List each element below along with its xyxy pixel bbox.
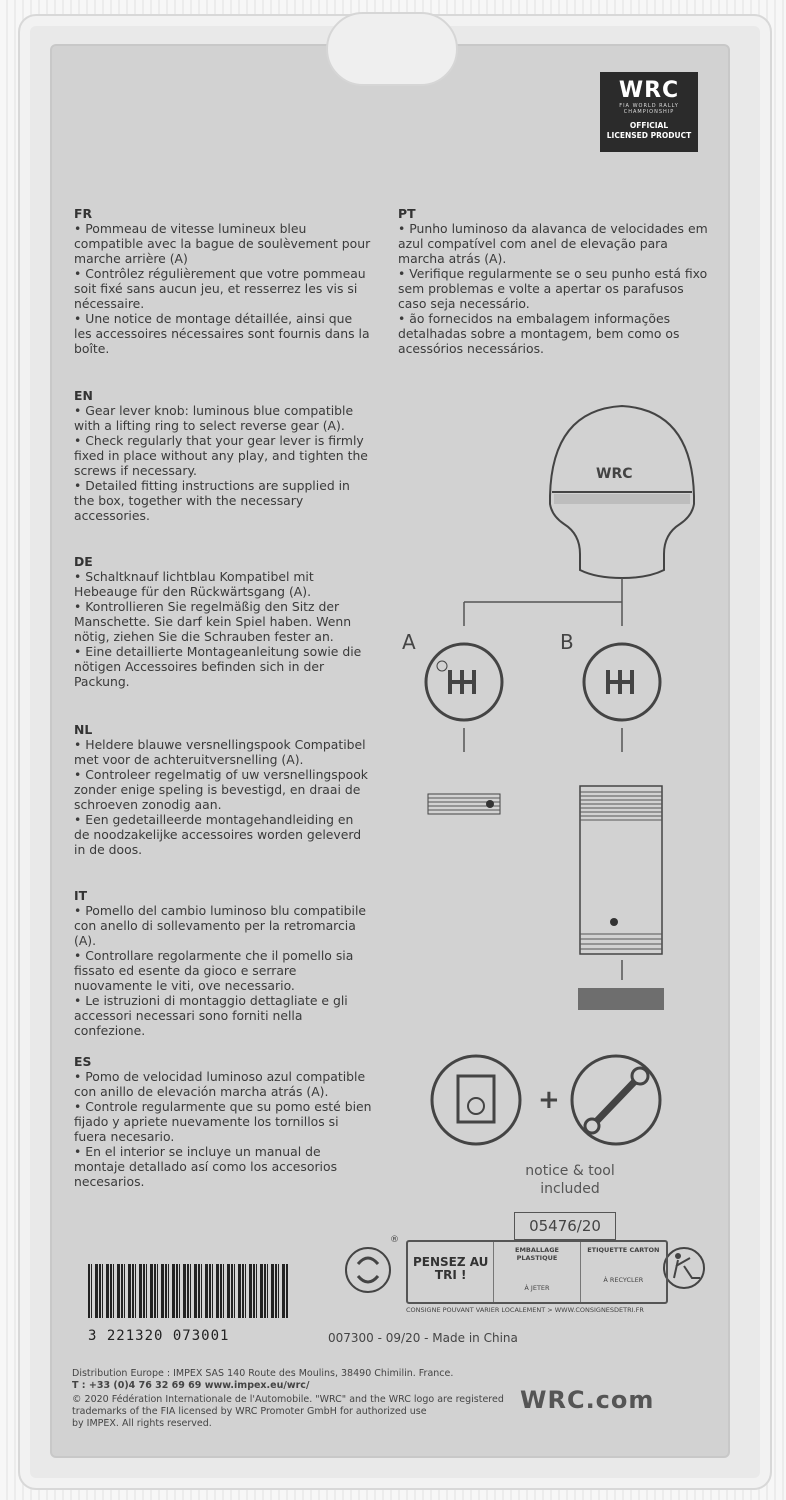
tidy-man-icon	[664, 1248, 704, 1288]
text-it: IT • Pomello del cambio luminoso blu compatibile con anello di sollevamento per la retromarcia (A). • Controllare regolarmente che il pomello sia fissato ed esente da gioco e serrare nuovamente le viti, ove necessario. • Le istruzioni di montaggio dettagliate e gli accessori necessari sono forniti nella confezione.	[74, 888, 367, 1038]
copyright: © 2020 Fédération Internationale de l'Automobile. "WRC" and the WRC logo are registered trademarks of the FIA licensed by WRC Promoter GmbH for authorized use by IMPEX. All rights reserved.	[72, 1394, 504, 1429]
badge-official: OFFICIAL LICENSED PRODUCT	[606, 121, 692, 140]
text-en: EN • Gear lever knob: luminous blue compatible with a lifting ring to select reverse gear (A). • Check regularly that your gear lever is firmly fixed in place without any play, and tighten the screws if necessary. • Detailed fitting instructions are supplied in the box, together with the necessary accessories.	[74, 388, 368, 523]
badge-subtitle: FIA WORLD RALLY CHAMPIONSHIP	[619, 103, 679, 115]
knob-logo: WRC	[596, 466, 633, 482]
text-de: DE • Schaltknauf lichtblau Kompatibel mit Hebeauge für den Rückwärtsgang (A). • Kontrollieren Sie regelmäßig den Sitz der Manschette. Sie darf kein Spiel haben. Wenn nötig, ziehen Sie die Schrauben fester an. • Eine detaillierte Montageanleitung sowie die nötigen Accessoires befinden sich in der Packung.	[74, 554, 362, 689]
text-nl: NL • Heldere blauwe versnellingspook Compatibel met voor de achteruitversnelling (A). • Controleer regelmatig of uw versnellingspook zonder enige speling is bevestigd, en draai de schroeven zonodig aan. • Een gedetailleerde montagehandleiding en de noodzakelijke accessoires worden geleverd in de doos.	[74, 722, 368, 857]
wrc-logo: WRC	[618, 78, 680, 103]
product-code: 05476/20	[514, 1212, 616, 1240]
lifting-ring-a	[428, 794, 500, 814]
recycle-plastic: EMBALLAGE PLASTIQUE À JETER	[494, 1242, 580, 1302]
barcode	[88, 1264, 288, 1318]
product-card	[52, 46, 728, 1456]
wrc-com-logo: WRC.com	[520, 1386, 655, 1414]
label-b: B	[560, 630, 574, 654]
made-in: 007300 - 09/20 - Made in China	[328, 1331, 518, 1345]
recycle-carton: ETIQUETTE CARTON À RECYCLER	[587, 1246, 660, 1284]
recycling-info-box	[406, 1240, 668, 1304]
barcode-number: 3 221320 073001	[88, 1328, 230, 1344]
knob-ring	[554, 494, 690, 504]
text-pt: PT • Punho luminoso da alavanca de velocidades em azul compatível com anel de elevação para marcha atrás (A). • Verifique regularmente se o seu punho está fixo sem problemas e volte a apertar os parafusos caso seja necessário. • ão fornecidos na embalagem informações detalhadas sobre a montagem, bem como os acessórios necessários.	[398, 206, 708, 356]
label-a: A	[402, 630, 416, 654]
notice-tool-caption: notice & tool included	[525, 1163, 615, 1197]
consigne-note: CONSIGNE POUVANT VARIER LOCALEMENT > WWW.CONSIGNESDETRI.FR	[406, 1306, 644, 1314]
notice-icon	[432, 1056, 520, 1144]
base-plate	[578, 988, 664, 1010]
text-fr: FR • Pommeau de vitesse lumineux bleu compatible avec la bague de soulèvement pour marche arrière (A) • Contrôlez régulièrement que votre pommeau soit fixé sans aucun jeu, et resserrez les vis si nécessaire. • Une notice de montage détaillée, ainsi que les accessoires nécessaires sont fournis dans la boîte.	[74, 206, 371, 356]
distribution-info: Distribution Europe : IMPEX SAS 140 Route des Moulins, 38490 Chimilin. France. T : +33 (0)4 76 32 69 69 www.impex.eu/wrc/	[72, 1368, 454, 1391]
green-dot-icon	[346, 1248, 390, 1292]
svg-text:®: ®	[390, 1235, 399, 1245]
text-es: ES • Pomo de velocidad luminoso azul compatible con anillo de elevación marcha atrás (A). • Controle regularmente que su pomo esté bien fijado y apriete nuevamente los tornillos si fuera necesario. • En el interior se incluye un manual de montaje detallado así como los accesorios necesarios.	[74, 1054, 372, 1189]
recycle-tri: PENSEZ AU TRI !	[408, 1242, 494, 1302]
svg-text:+: +	[538, 1085, 560, 1115]
sleeve-b	[580, 786, 662, 954]
